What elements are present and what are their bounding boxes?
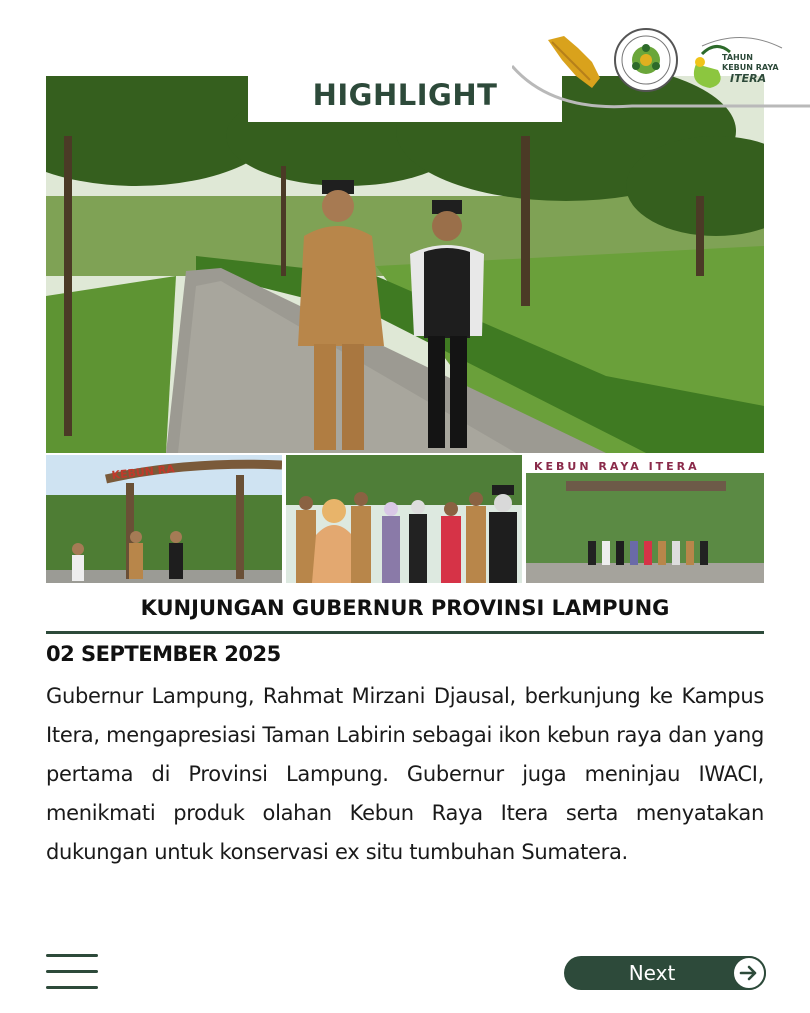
svg-text:TAHUN: TAHUN bbox=[722, 53, 753, 62]
logo-area bbox=[512, 0, 810, 112]
tahun-kebun-raya-itera-logo bbox=[694, 37, 782, 88]
svg-text:ITERA: ITERA bbox=[730, 72, 767, 85]
strip-photo-gate bbox=[46, 455, 284, 583]
hamburger-menu-icon[interactable] bbox=[46, 954, 98, 990]
strip-sign-left: KEBUN RA bbox=[110, 462, 176, 482]
strip-photo-sign bbox=[526, 455, 764, 583]
section-label: HIGHLIGHT bbox=[312, 78, 498, 112]
article-body: Gubernur Lampung, Rahmat Mirzani Djausal, berkunjung ke Kampus Itera, mengapresiasi Taman Labirin sebagai ikon kebun raya dan yang pertama di Provinsi Lampung. Gubernur juga meninjau IWACI, menikmati produk olahan Kebun Raya Itera serta menyatakan dukungan untuk konservasi ex situ tumbuhan Sumatera. bbox=[46, 684, 764, 864]
svg-text:KEBUN RAYA: KEBUN RAYA bbox=[722, 63, 779, 72]
sumatra-map-logo bbox=[548, 36, 600, 88]
article-title: KUNJUNGAN GUBERNUR PROVINSI LAMPUNG bbox=[140, 596, 670, 620]
main-photo bbox=[46, 76, 764, 453]
title-divider bbox=[46, 631, 764, 634]
strip-photo-group bbox=[286, 455, 524, 583]
next-button[interactable] bbox=[564, 956, 766, 990]
arrow-right-icon bbox=[732, 956, 766, 990]
strip-sign-right: KEBUN RAYA ITERA bbox=[534, 460, 700, 473]
next-label: Next bbox=[628, 961, 676, 985]
photo-strip bbox=[46, 455, 764, 583]
article-date: 02 SEPTEMBER 2025 bbox=[46, 642, 281, 666]
kebun-raya-itera-seal bbox=[615, 29, 677, 91]
